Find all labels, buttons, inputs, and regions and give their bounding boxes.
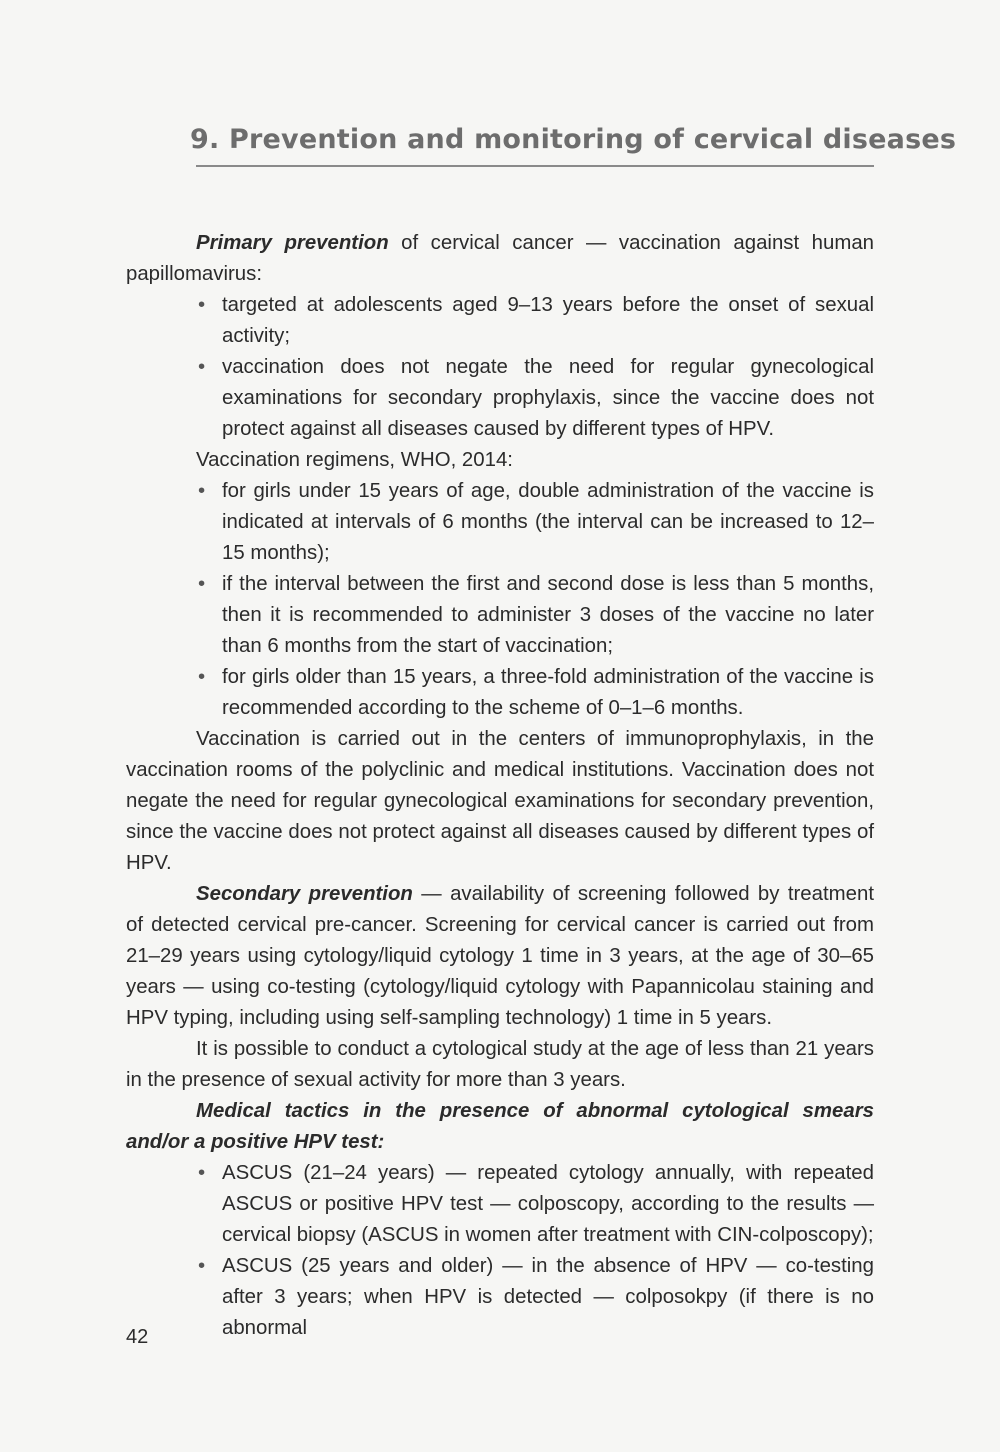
- section-heading: 9. Prevention and monitoring of cervical diseases: [190, 124, 957, 155]
- list-item: • ASCUS (25 years and older) — in the absence of HPV — co-testing after 3 years; when HPV is detected — colposokpy (if there is no abnormal: [222, 1251, 874, 1344]
- list-item: • for girls under 15 years of age, double administration of the vaccine is indicated at intervals of 6 months (the interval can be increased to 12–15 months);: [222, 476, 874, 569]
- paragraph-vaccination-centers: Vaccination is carried out in the centers of immunoprophylaxis, in the vaccination rooms of the polyclinic and medical institutions. Vaccination does not negate the need for regular gynecological examinations for secondary prevention, since the vaccine does not protect against all diseases caused by different types of HPV.: [126, 728, 874, 874]
- term-primary-prevention: Primary prevention: [196, 232, 389, 254]
- medical-tactics-heading: Medical tactics in the presence of abnormal cytological smears and/or a positive HPV test:: [126, 1100, 874, 1153]
- vaccination-regimens-list: [126, 476, 874, 724]
- paragraph-primary-prevention: [126, 228, 874, 290]
- list-item: • vaccination does not negate the need for regular gynecological examinations for secondary prophylaxis, since the vaccine does not protect against all diseases caused by different types of HPV.: [222, 352, 874, 445]
- paragraph-cytological-study: It is possible to conduct a cytological study at the age of less than 21 years in the presence of sexual activity for more than 3 years.: [126, 1038, 874, 1091]
- secondary-prevention-text: — availability of screening followed by treatment of detected cervical pre-cancer. Screening for cervical cancer is carried out from 21–29 years using cytology/liquid cytology 1 time in 3 years, at the age of 30–65 years — using co-testing (cytology/liquid cytology with Papannicolau staining and HPV typing, including using self-sampling technology) 1 time in 5 years.: [126, 883, 874, 1029]
- list-item: • ASCUS (21–24 years) — repeated cytology annually, with repeated ASCUS or positive HPV test — colposcopy, according to the results — cervical biopsy (ASCUS in women after treatment with CIN-colposcopy);: [222, 1158, 874, 1251]
- page-number: 42: [126, 1326, 149, 1348]
- paragraph-secondary-prevention: [126, 879, 874, 1034]
- list-item: • for girls older than 15 years, a three-fold administration of the vaccine is recommended according to the scheme of 0–1–6 months.: [222, 662, 874, 724]
- term-secondary-prevention: Secondary prevention: [196, 883, 413, 905]
- heading-underline: [196, 165, 874, 167]
- primary-prevention-text: of cervical cancer — vaccination against human papillomavirus:: [126, 232, 874, 285]
- primary-prevention-list: [126, 290, 874, 445]
- body-text: [126, 228, 874, 1344]
- medical-tactics-list: [126, 1158, 874, 1344]
- list-item: • targeted at adolescents aged 9–13 years before the onset of sexual activity;: [222, 290, 874, 352]
- list-item: • if the interval between the first and second dose is less than 5 months, then it is recommended to administer 3 doses of the vaccine no later than 6 months from the start of vaccination;: [222, 569, 874, 662]
- vaccination-regimens-title: Vaccination regimens, WHO, 2014:: [196, 449, 513, 471]
